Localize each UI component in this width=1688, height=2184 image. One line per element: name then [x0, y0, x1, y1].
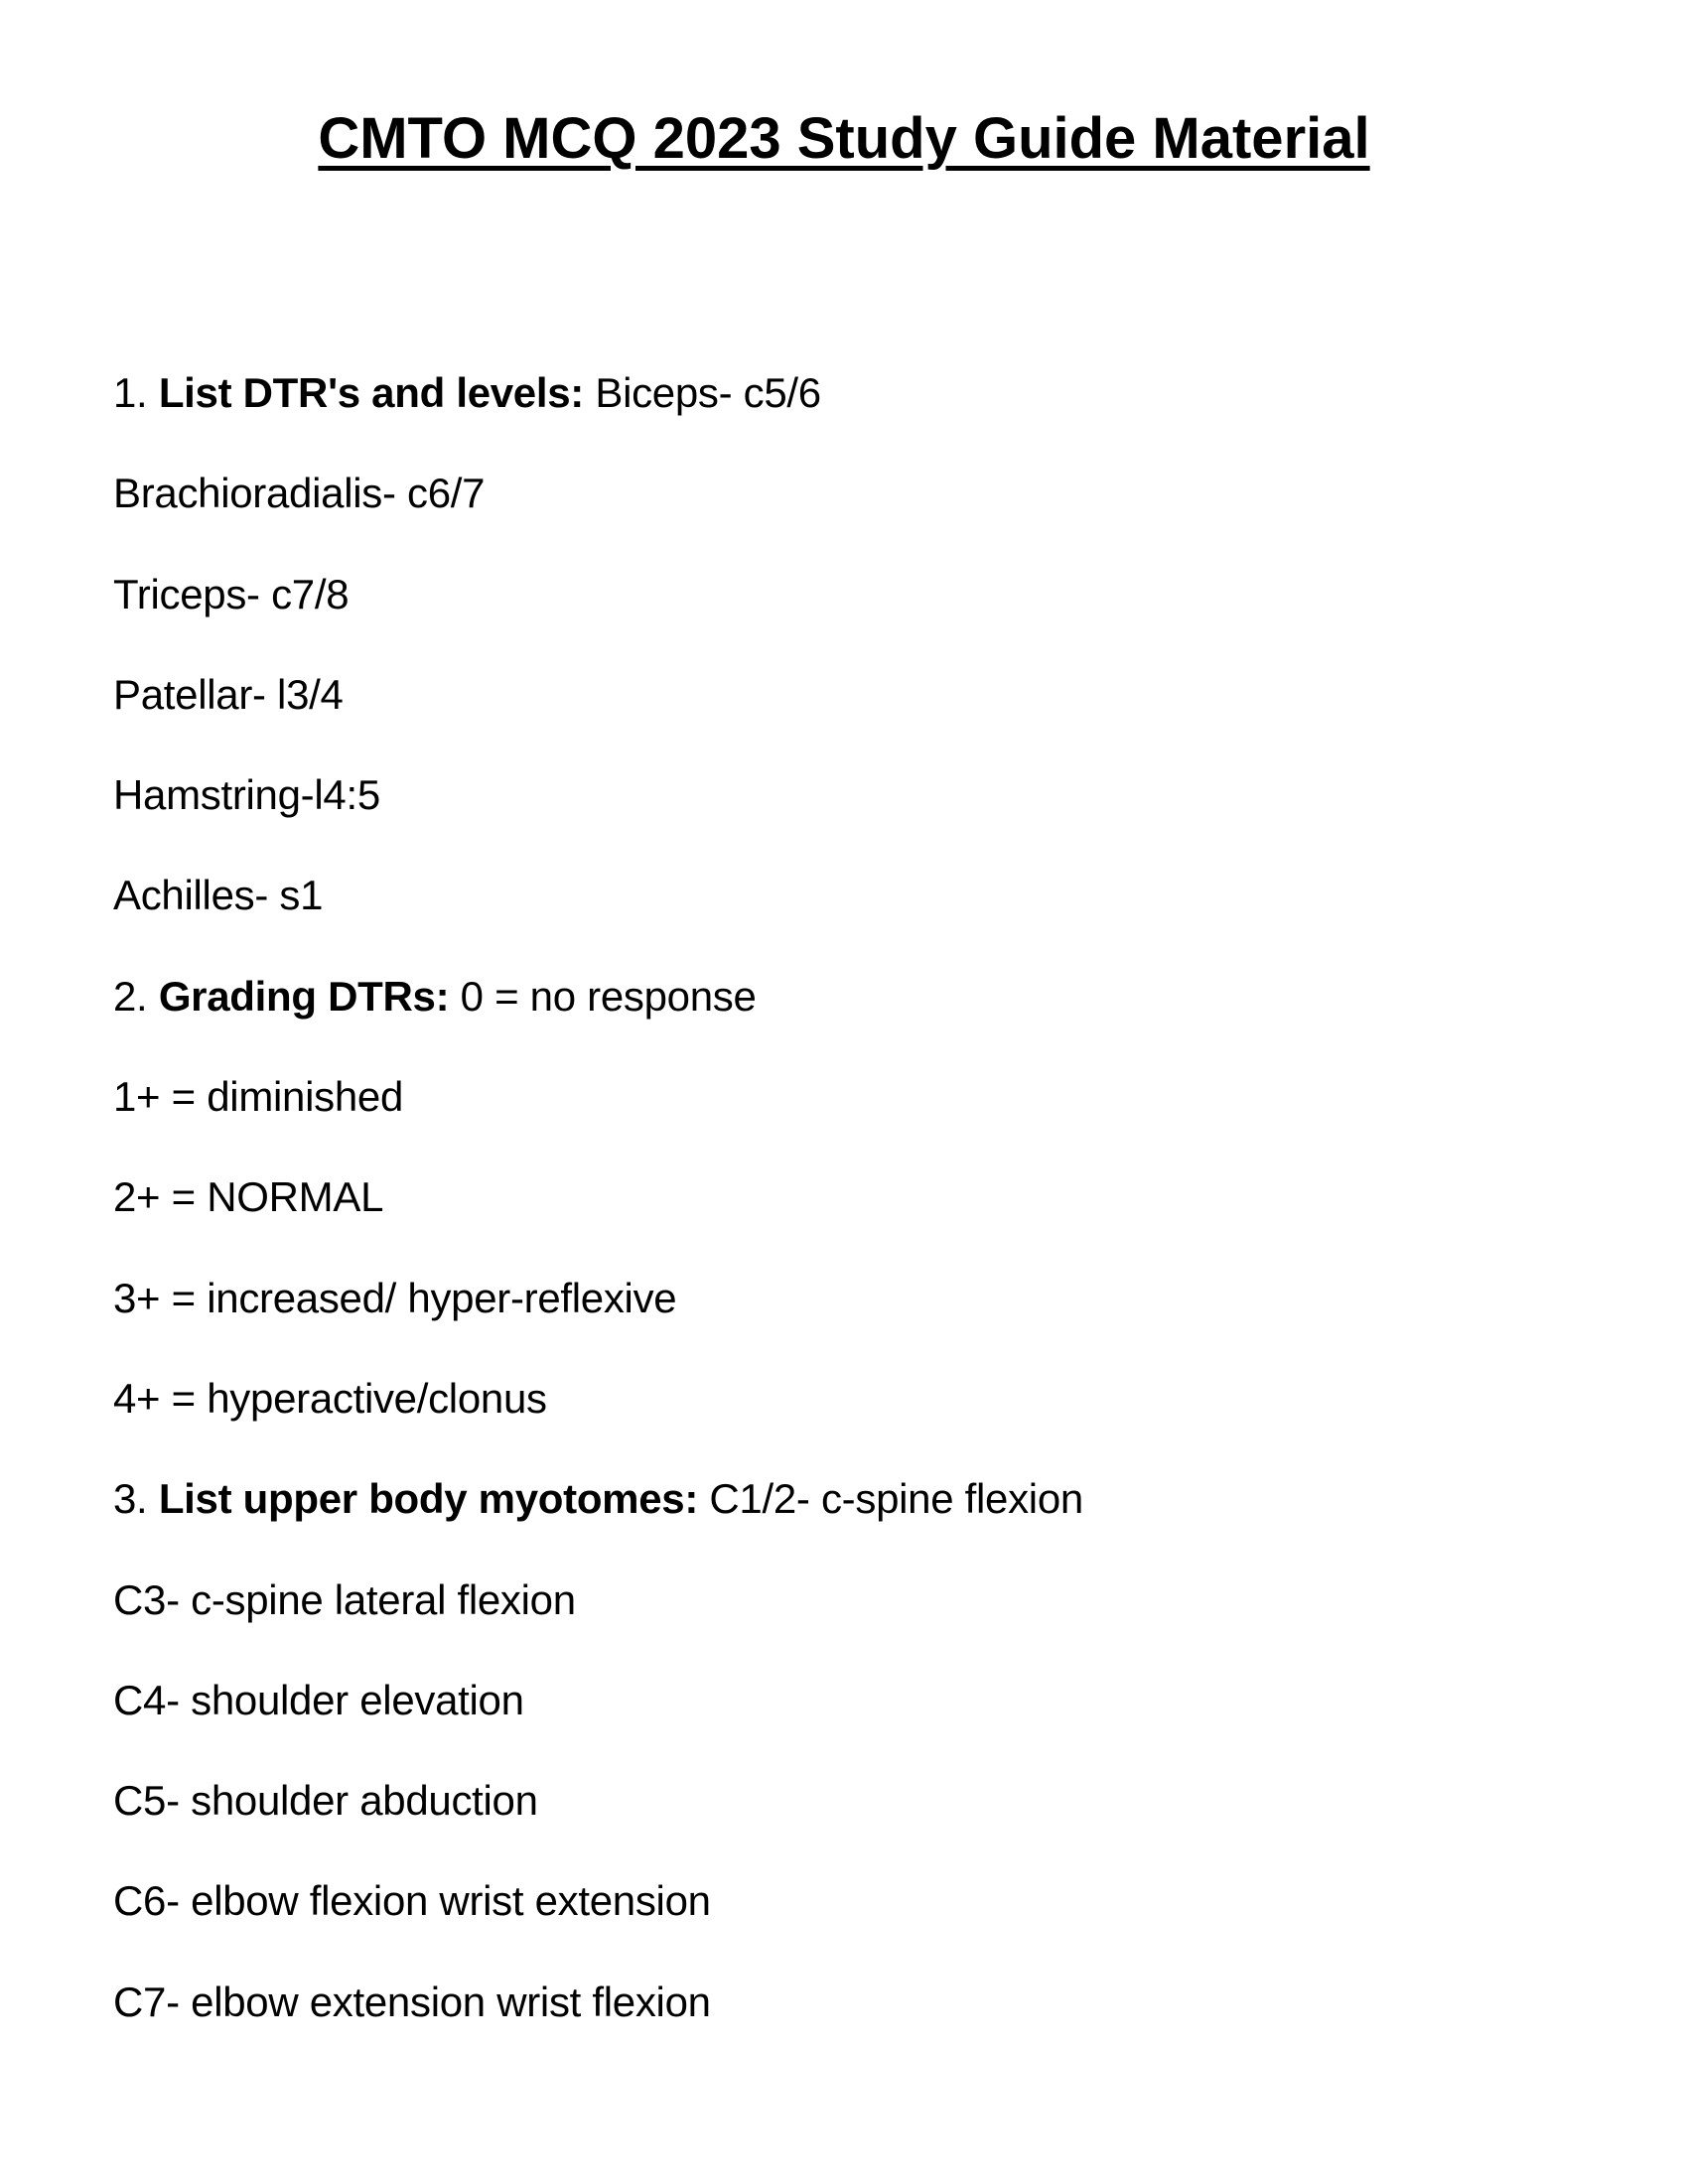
list-item: Hamstring-l4:5	[113, 771, 380, 819]
page-title	[0, 99, 1688, 179]
section-dtr-levels	[113, 342, 1583, 946]
section-number: 2.	[113, 972, 148, 1020]
list-item: C7- elbow extension wrist flexion	[113, 1978, 711, 2025]
section-number: 3.	[113, 1475, 148, 1523]
list-item: C5- shoulder abduction	[113, 1777, 538, 1825]
section-heading: List upper body myotomes:	[158, 1475, 699, 1523]
list-item: Achilles- s1	[113, 872, 324, 919]
page-title-text: CMTO MCQ 2023 Study Guide Material	[318, 106, 1370, 171]
section-first-item: Biceps- c5/6	[595, 369, 821, 416]
list-item: C4- shoulder elevation	[113, 1676, 524, 1723]
list-item: C6- elbow flexion wrist extension	[113, 1877, 711, 1925]
section-upper-body-myotomes	[113, 1448, 1583, 2052]
list-item: 1+ = diminished	[113, 1073, 404, 1121]
section-heading-line	[113, 342, 1583, 443]
section-heading-line	[113, 946, 1583, 1046]
list-item: 2+ = NORMAL	[113, 1173, 384, 1221]
document-body	[113, 342, 1583, 2052]
section-first-item: 0 = no response	[460, 972, 757, 1020]
section-first-item: C1/2- c-spine flexion	[709, 1475, 1083, 1523]
list-item: C3- c-spine lateral flexion	[113, 1575, 576, 1623]
section-heading-line	[113, 1448, 1583, 1549]
section-heading: List DTR's and levels:	[158, 369, 584, 416]
list-item: 3+ = increased/ hyper-reflexive	[113, 1274, 677, 1321]
section-number: 1.	[113, 369, 148, 416]
list-item: Triceps- c7/8	[113, 570, 350, 617]
section-heading: Grading DTRs:	[158, 972, 450, 1020]
section-grading-dtrs	[113, 946, 1583, 1448]
list-item: 4+ = hyperactive/clonus	[113, 1374, 547, 1422]
list-item: Patellar- l3/4	[113, 670, 344, 718]
list-item: Brachioradialis- c6/7	[113, 470, 486, 517]
